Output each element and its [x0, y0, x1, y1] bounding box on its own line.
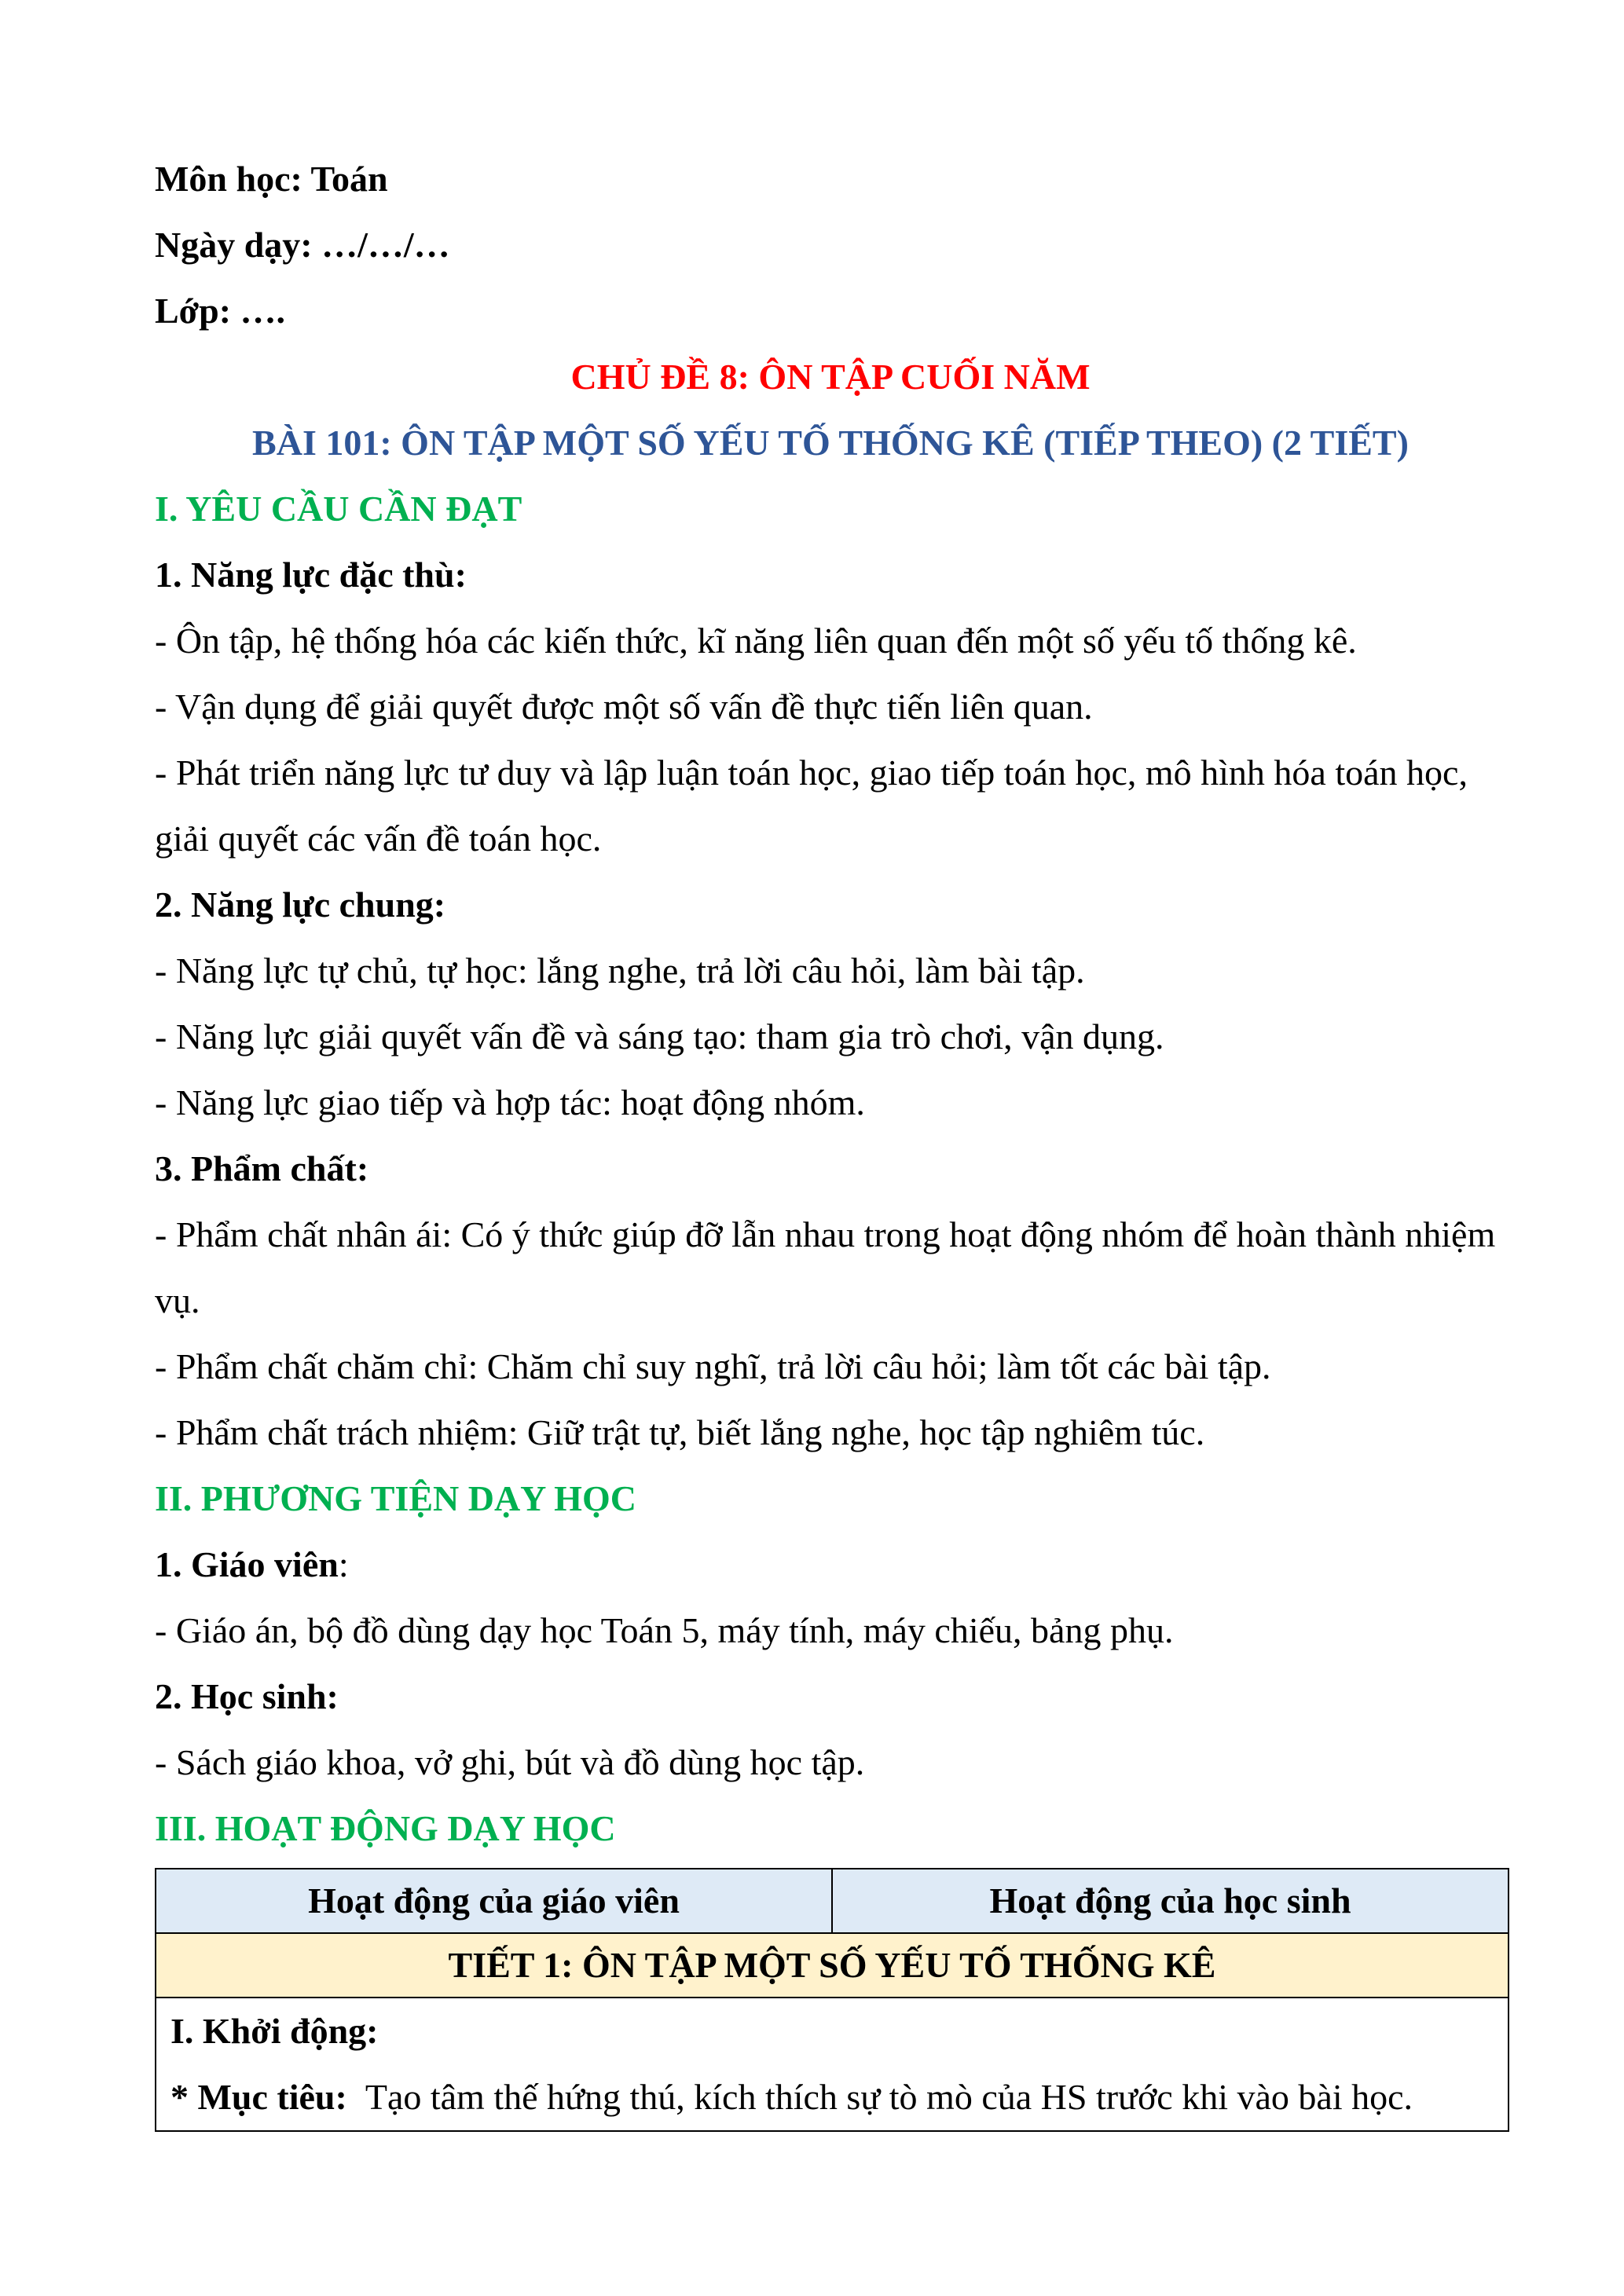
activities-table — [155, 1868, 1509, 2132]
sub3-item-1: - Phẩm chất nhân ái: Có ý thức giúp đỡ lẫn nhau trong hoạt động nhóm để hoàn thành nhiệm vụ. — [155, 1214, 1496, 1320]
section1-heading: I. YÊU CẦU CẦN ĐẠT — [155, 489, 522, 529]
teacher-item: - Giáo án, bộ đồ dùng dạy học Toán 5, máy tính, máy chiếu, bảng phụ. — [155, 1610, 1174, 1650]
warmup-row — [156, 1998, 1509, 2131]
teacher-heading-colon: : — [338, 1544, 349, 1584]
sub1-item-2: - Vận dụng để giải quyết được một số vấn đề thực tiến liên quan. — [155, 687, 1093, 727]
section3-heading: III. HOẠT ĐỘNG DẠY HỌC — [155, 1808, 616, 1848]
teacher-heading — [155, 1532, 1506, 1598]
sub2-heading: 2. Năng lực chung: — [155, 884, 446, 925]
warmup-cell — [156, 1998, 1509, 2131]
objective-line — [170, 2064, 1494, 2130]
sub3-item-2: - Phẩm chất chăm chỉ: Chăm chỉ suy nghĩ, trả lời câu hỏi; làm tốt các bài tập. — [155, 1346, 1271, 1386]
col-teacher-header: Hoạt động của giáo viên — [156, 1869, 832, 1933]
student-item: - Sách giáo khoa, vở ghi, bút và đồ dùng học tập. — [155, 1742, 865, 1782]
section2-heading: II. PHƯƠNG TIỆN DẠY HỌC — [155, 1478, 636, 1518]
objective-text: Tạo tâm thế hứng thú, kích thích sự tò mò của HS trước khi vào bài học. — [365, 2077, 1413, 2117]
sub3-item-3: - Phẩm chất trách nhiệm: Giữ trật tự, biết lắng nghe, học tập nghiêm túc. — [155, 1412, 1205, 1452]
tiet1-title: TIẾT 1: ÔN TẬP MỘT SỐ YẾU TỐ THỐNG KÊ — [156, 1933, 1509, 1998]
subject-line: Môn học: Toán — [155, 159, 388, 199]
warmup-title: I. Khởi động: — [170, 2011, 379, 2051]
sub1-heading: 1. Năng lực đặc thù: — [155, 555, 467, 595]
lesson-title: BÀI 101: ÔN TẬP MỘT SỐ YẾU TỐ THỐNG KÊ (TIẾP THEO) (2 TIẾT) — [252, 423, 1409, 463]
sub2-item-2: - Năng lực giải quyết vấn đề và sáng tạo: tham gia trò chơi, vận dụng. — [155, 1016, 1164, 1056]
sub3-heading: 3. Phẩm chất: — [155, 1148, 369, 1188]
sub1-item-3: - Phát triển năng lực tư duy và lập luận toán học, giao tiếp toán học, mô hình hóa toán học, giải quyết các vấn đề toán học. — [155, 753, 1468, 859]
col-student-header: Hoạt động của học sinh — [832, 1869, 1509, 1933]
teacher-heading-label: 1. Giáo viên — [155, 1544, 339, 1584]
topic-title: CHỦ ĐỀ 8: ÔN TẬP CUỐI NĂM — [570, 357, 1091, 397]
tiet1-row — [156, 1933, 1509, 1998]
sub2-item-1: - Năng lực tự chủ, tự học: lắng nghe, trả lời câu hỏi, làm bài tập. — [155, 950, 1085, 991]
sub2-item-3: - Năng lực giao tiếp và hợp tác: hoạt động nhóm. — [155, 1082, 865, 1122]
sub1-item-1: - Ôn tập, hệ thống hóa các kiến thức, kĩ năng liên quan đến một số yếu tố thống kê. — [155, 621, 1357, 661]
objective-label: * Mục tiêu: — [170, 2077, 347, 2117]
lesson-plan-page — [155, 146, 1506, 2132]
student-heading: 2. Học sinh: — [155, 1676, 339, 1716]
table-header-row — [156, 1869, 1509, 1933]
date-line: Ngày dạy: …/…/… — [155, 225, 450, 265]
class-line: Lớp: …. — [155, 291, 286, 331]
